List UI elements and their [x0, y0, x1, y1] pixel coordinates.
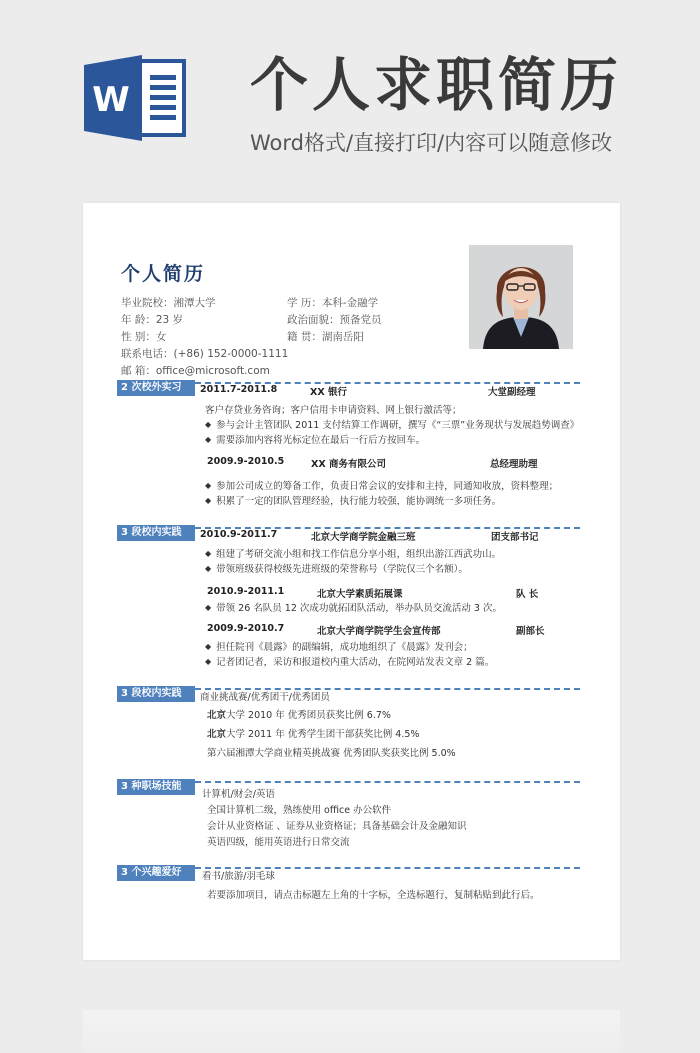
skills-headline: 计算机/财会/英语	[202, 789, 275, 800]
section-awards	[117, 686, 580, 702]
job-period: 2009.9-2010.5	[207, 456, 285, 467]
campus-bullet: ◆ 担任院刊《晨露》的副编辑，成功地组织了《晨露》发刊会；	[205, 642, 473, 653]
campus-org: 北京大学商学院学生会宣传部	[317, 626, 441, 637]
section-tag: 2 次校外实习	[117, 380, 195, 396]
job-desc: 客户存贷业务咨询；客户信用卡申请资料、网上银行激活等；	[205, 405, 462, 416]
job-period: 2011.7-2011.8	[200, 384, 278, 395]
info-age: 年 龄：23 岁	[121, 314, 184, 326]
award-item: 北京大学 2010 年 优秀团员获奖比例 6.7%	[207, 710, 391, 721]
campus-bullet: ◆ 组建了考研交流小组和找工作信息分享小组，组织出游江西武功山。	[205, 549, 502, 560]
campus-period: 2010.9-2011.7	[200, 529, 278, 540]
job-bullet: ◆ 积累了一定的团队管理经验，执行能力较强，能协调统一多项任务。	[205, 496, 502, 507]
paper-reflection	[83, 1010, 620, 1053]
campus-org: 北京大学素质拓展课	[317, 589, 403, 600]
section-tag: 3 种职场技能	[117, 779, 195, 795]
award-item: 北京大学 2011 年 优秀学生团干部获奖比例 4.5%	[207, 729, 420, 740]
info-politics: 政治面貌：预备党员	[287, 314, 382, 326]
campus-role: 团支部书记	[491, 532, 539, 543]
campus-period: 2009.9-2010.7	[207, 623, 285, 634]
skill-item: 全国计算机二级，熟练使用 office 办公软件	[207, 805, 392, 816]
resume-title: 个人简历	[121, 263, 206, 285]
campus-bullet: ◆ 带领 26 名队员 12 次成功就拓团队活动，举办队员交流活动 3 次。	[205, 603, 502, 614]
profile-photo	[469, 245, 573, 349]
subtitle: Word格式/直接打印/内容可以随意修改	[250, 131, 613, 155]
header	[0, 0, 700, 200]
hobbies-note: 若要添加项目，请点击标题左上角的十字标，全选标题行，复制粘贴到此行后。	[207, 890, 540, 901]
job-bullet: ◆ 参与会计主管团队 2011 支付结算工作调研，撰写《“三票”业务现状与发展趋势调查》	[205, 420, 580, 431]
resume-paper	[83, 203, 620, 960]
section-hobbies	[117, 865, 580, 881]
job-role: 大堂副经理	[488, 387, 536, 398]
svg-text:W: W	[92, 80, 130, 120]
campus-bullet: ◆ 带领班级获得校级先进班级的荣誉称号（学院仅三个名额）。	[205, 564, 468, 575]
main-title: 个人求职简历	[250, 51, 623, 119]
job-company: XX 银行	[310, 387, 347, 398]
campus-bullet: ◆ 记者团记者，采访和报道校内重大活动，在院网站发表文章 2 篇。	[205, 657, 495, 668]
section-divider	[195, 781, 580, 783]
awards-headline: 商业挑战赛/优秀团干/优秀团员	[200, 692, 330, 703]
word-icon	[84, 55, 190, 141]
campus-role: 副部长	[516, 626, 545, 637]
section-skills	[117, 779, 580, 795]
section-tag: 3 个兴趣爱好	[117, 865, 195, 881]
job-company: XX 商务有限公司	[311, 459, 386, 470]
hobbies-headline: 看书/旅游/羽毛球	[202, 871, 275, 882]
section-tag: 3 段校内实践	[117, 686, 195, 702]
campus-period: 2010.9-2011.1	[207, 586, 285, 597]
info-school: 毕业院校：湘潭大学	[121, 297, 216, 309]
job-bullet: ◆ 需要添加内容将光标定位在最后一行后方按回车。	[205, 435, 426, 446]
award-item: 第六届湘潭大学商业精英挑战赛 优秀团队奖获奖比例 5.0%	[207, 748, 456, 759]
info-hometown: 籍 贯：湖南岳阳	[287, 331, 364, 343]
section-tag: 3 段校内实践	[117, 525, 195, 541]
skill-item: 英语四级，能用英语进行日常交流	[207, 837, 350, 848]
job-role: 总经理助理	[490, 459, 538, 470]
job-bullet: ◆ 参加公司成立的筹备工作，负责日常会议的安排和主持，同通知收放，资料整理；	[205, 481, 559, 492]
info-gender: 性 别：女	[121, 331, 167, 343]
campus-org: 北京大学商学院金融三班	[311, 532, 416, 543]
skill-item: 会计从业资格证 、证券从业资格证；具备基础会计及金融知识	[207, 821, 467, 832]
campus-role: 队 长	[516, 589, 539, 600]
info-education: 学 历：本科-金融学	[287, 297, 379, 309]
info-phone: 联系电话：(+86) 152-0000-1111	[121, 348, 289, 360]
info-email: 邮 箱：office@microsoft.com	[121, 365, 270, 377]
